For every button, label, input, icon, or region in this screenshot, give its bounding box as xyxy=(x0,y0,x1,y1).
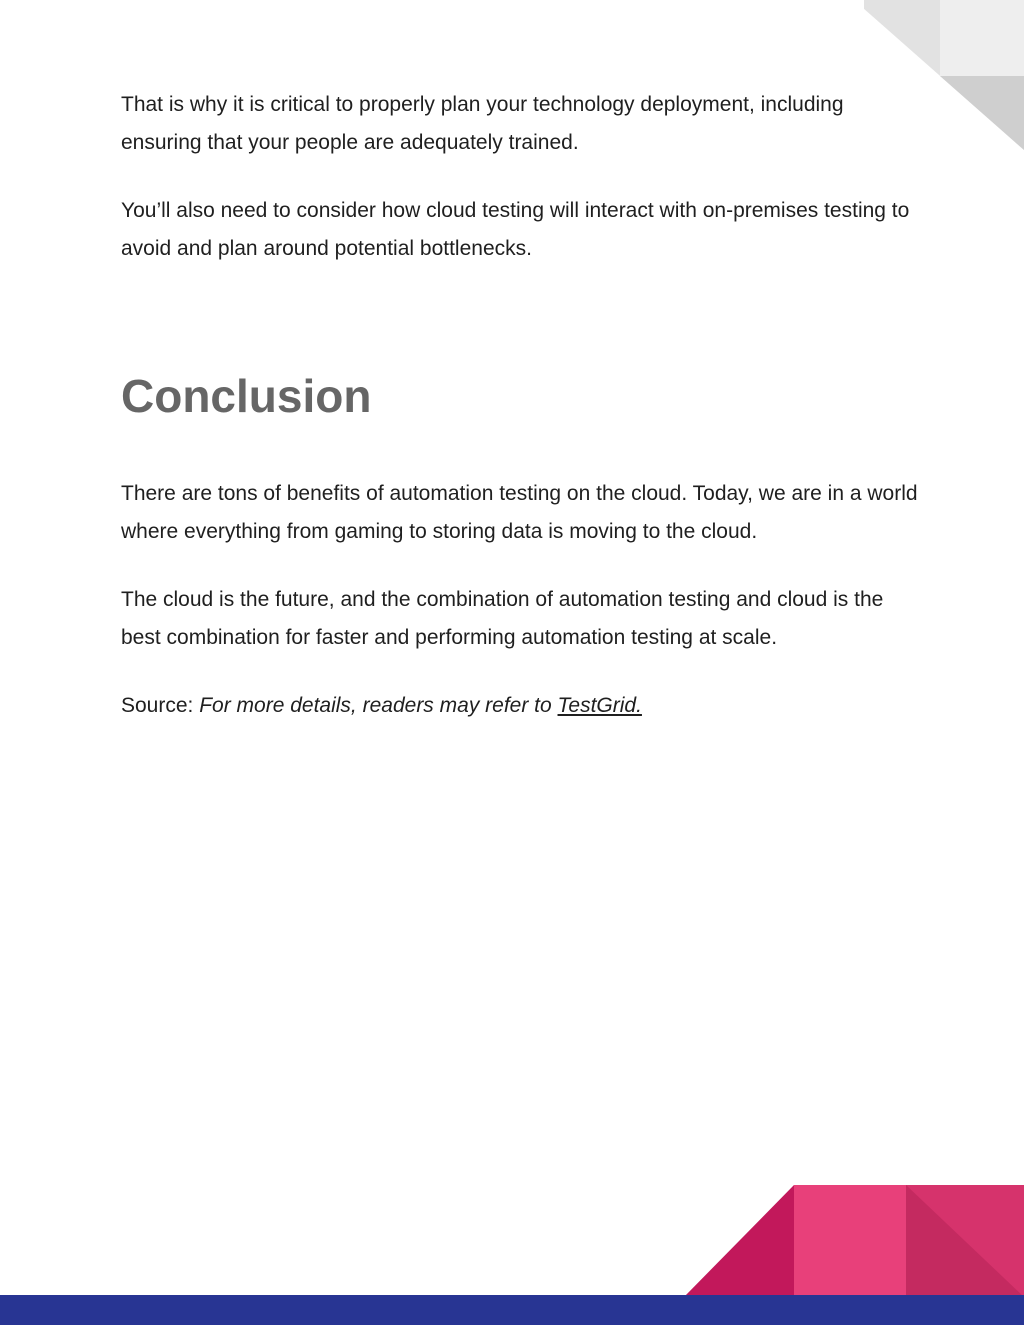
source-label: Source: xyxy=(121,694,200,717)
conclusion-body xyxy=(121,475,921,755)
section-heading: Conclusion xyxy=(121,370,372,422)
testgrid-link[interactable]: TestGrid. xyxy=(557,694,642,717)
paragraph-benefits: There are tons of benefits of automation testing on the cloud. Today, we are in a world where everything from gaming to storing data is moving to the cloud. xyxy=(121,482,918,543)
paragraph-future: The cloud is the future, and the combination of automation testing and cloud is the best combination for faster and performing automation testing at scale. xyxy=(121,588,884,649)
paragraph-bottlenecks: You’ll also need to consider how cloud testing will interact with on-premises testing to avoid and plan around potential bottlenecks. xyxy=(121,199,910,260)
footer-bar xyxy=(0,1295,1024,1325)
page-content xyxy=(121,86,921,717)
paragraph-training: That is why it is critical to properly plan your technology deployment, including ensuring that your people are adequately trained. xyxy=(121,93,844,154)
bottom-right-corner-decoration xyxy=(684,1185,1024,1297)
source-text: For more details, readers may refer to xyxy=(199,694,558,717)
source-line xyxy=(121,687,921,725)
